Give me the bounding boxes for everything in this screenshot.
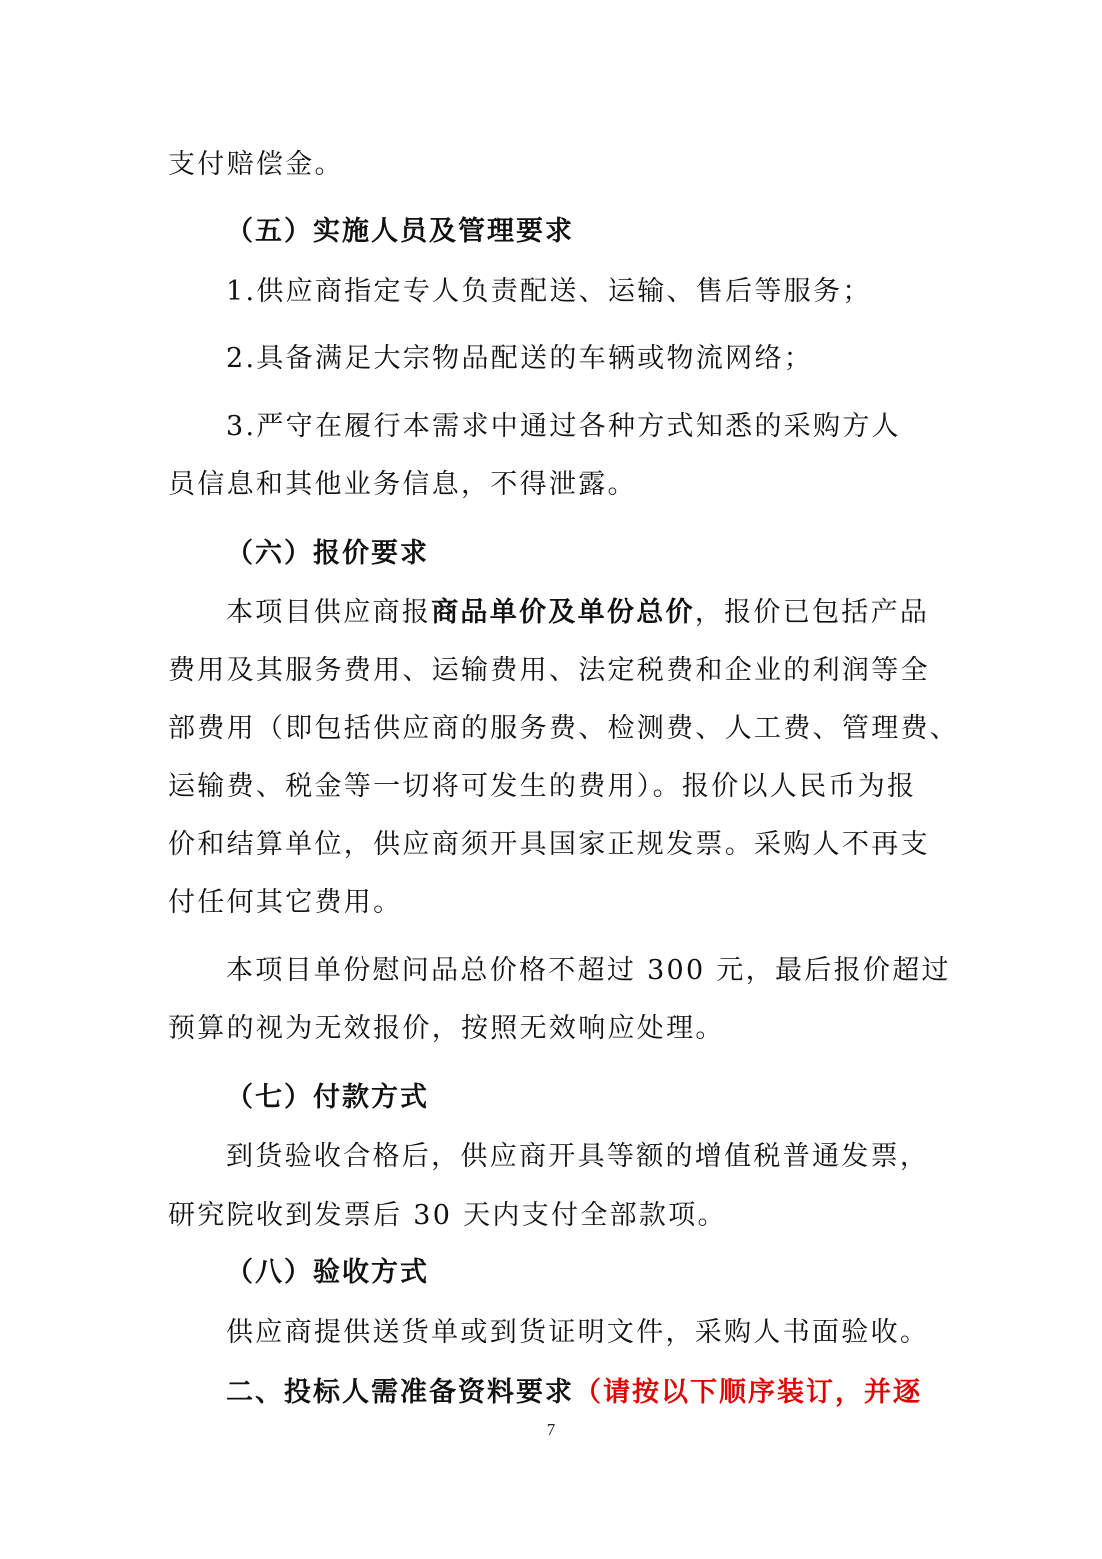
binding-order-note: （请按以下顺序装订，并逐 bbox=[574, 1377, 922, 1408]
paragraph-line: 费用及其服务费用、运输费用、法定税费和企业的利润等全 bbox=[168, 655, 930, 686]
paragraph-line: 研究院收到发票后 30 天内支付全部款项。 bbox=[168, 1200, 727, 1231]
list-item-1: 1.供应商指定专人负责配送、运输、售后等服务； bbox=[226, 276, 872, 307]
paragraph-line: 价和结算单位，供应商须开具国家正规发票。采购人不再支 bbox=[168, 829, 930, 860]
chapter-heading-text: 二、投标人需准备资料要求 bbox=[226, 1377, 574, 1408]
section-heading-8: （八）验收方式 bbox=[226, 1257, 429, 1288]
paragraph-line: 预算的视为无效报价，按照无效响应处理。 bbox=[168, 1013, 725, 1044]
paragraph-line: 供应商提供送货单或到货证明文件，采购人书面验收。 bbox=[226, 1317, 930, 1348]
paragraph-line: 到货验收合格后，供应商开具等额的增值税普通发票， bbox=[226, 1141, 930, 1172]
chapter-heading-2 bbox=[226, 1376, 938, 1410]
list-item-3-line-1: 3.严守在履行本需求中通过各种方式知悉的采购方人 bbox=[226, 411, 901, 442]
section-heading-6: （六）报价要求 bbox=[226, 538, 429, 569]
paragraph-line: 部费用（即包括供应商的服务费、检测费、人工费、管理费、 bbox=[168, 713, 960, 744]
emphasis-text: 商品单价及单份总价 bbox=[431, 597, 695, 628]
paragraph-text: ，报价已包括产品 bbox=[694, 597, 930, 628]
paragraph-line: 支付赔偿金。 bbox=[168, 149, 344, 180]
paragraph-text: 本项目供应商报 bbox=[226, 597, 432, 628]
section-heading-5: （五）实施人员及管理要求 bbox=[226, 216, 574, 247]
paragraph-line: 付任何其它费用。 bbox=[168, 887, 403, 918]
paragraph-quote-line-1 bbox=[226, 596, 938, 630]
paragraph-line: 运输费、税金等一切将可发生的费用）。报价以人民币为报 bbox=[168, 771, 917, 802]
list-item-3-line-2: 员信息和其他业务信息，不得泄露。 bbox=[168, 469, 637, 500]
list-item-2: 2.具备满足大宗物品配送的车辆或物流网络； bbox=[226, 343, 814, 374]
paragraph-line: 本项目单份慰问品总价格不超过 300 元，最后报价超过 bbox=[226, 955, 951, 986]
page-number: 7 bbox=[546, 1420, 556, 1439]
section-heading-7: （七）付款方式 bbox=[226, 1082, 429, 1113]
